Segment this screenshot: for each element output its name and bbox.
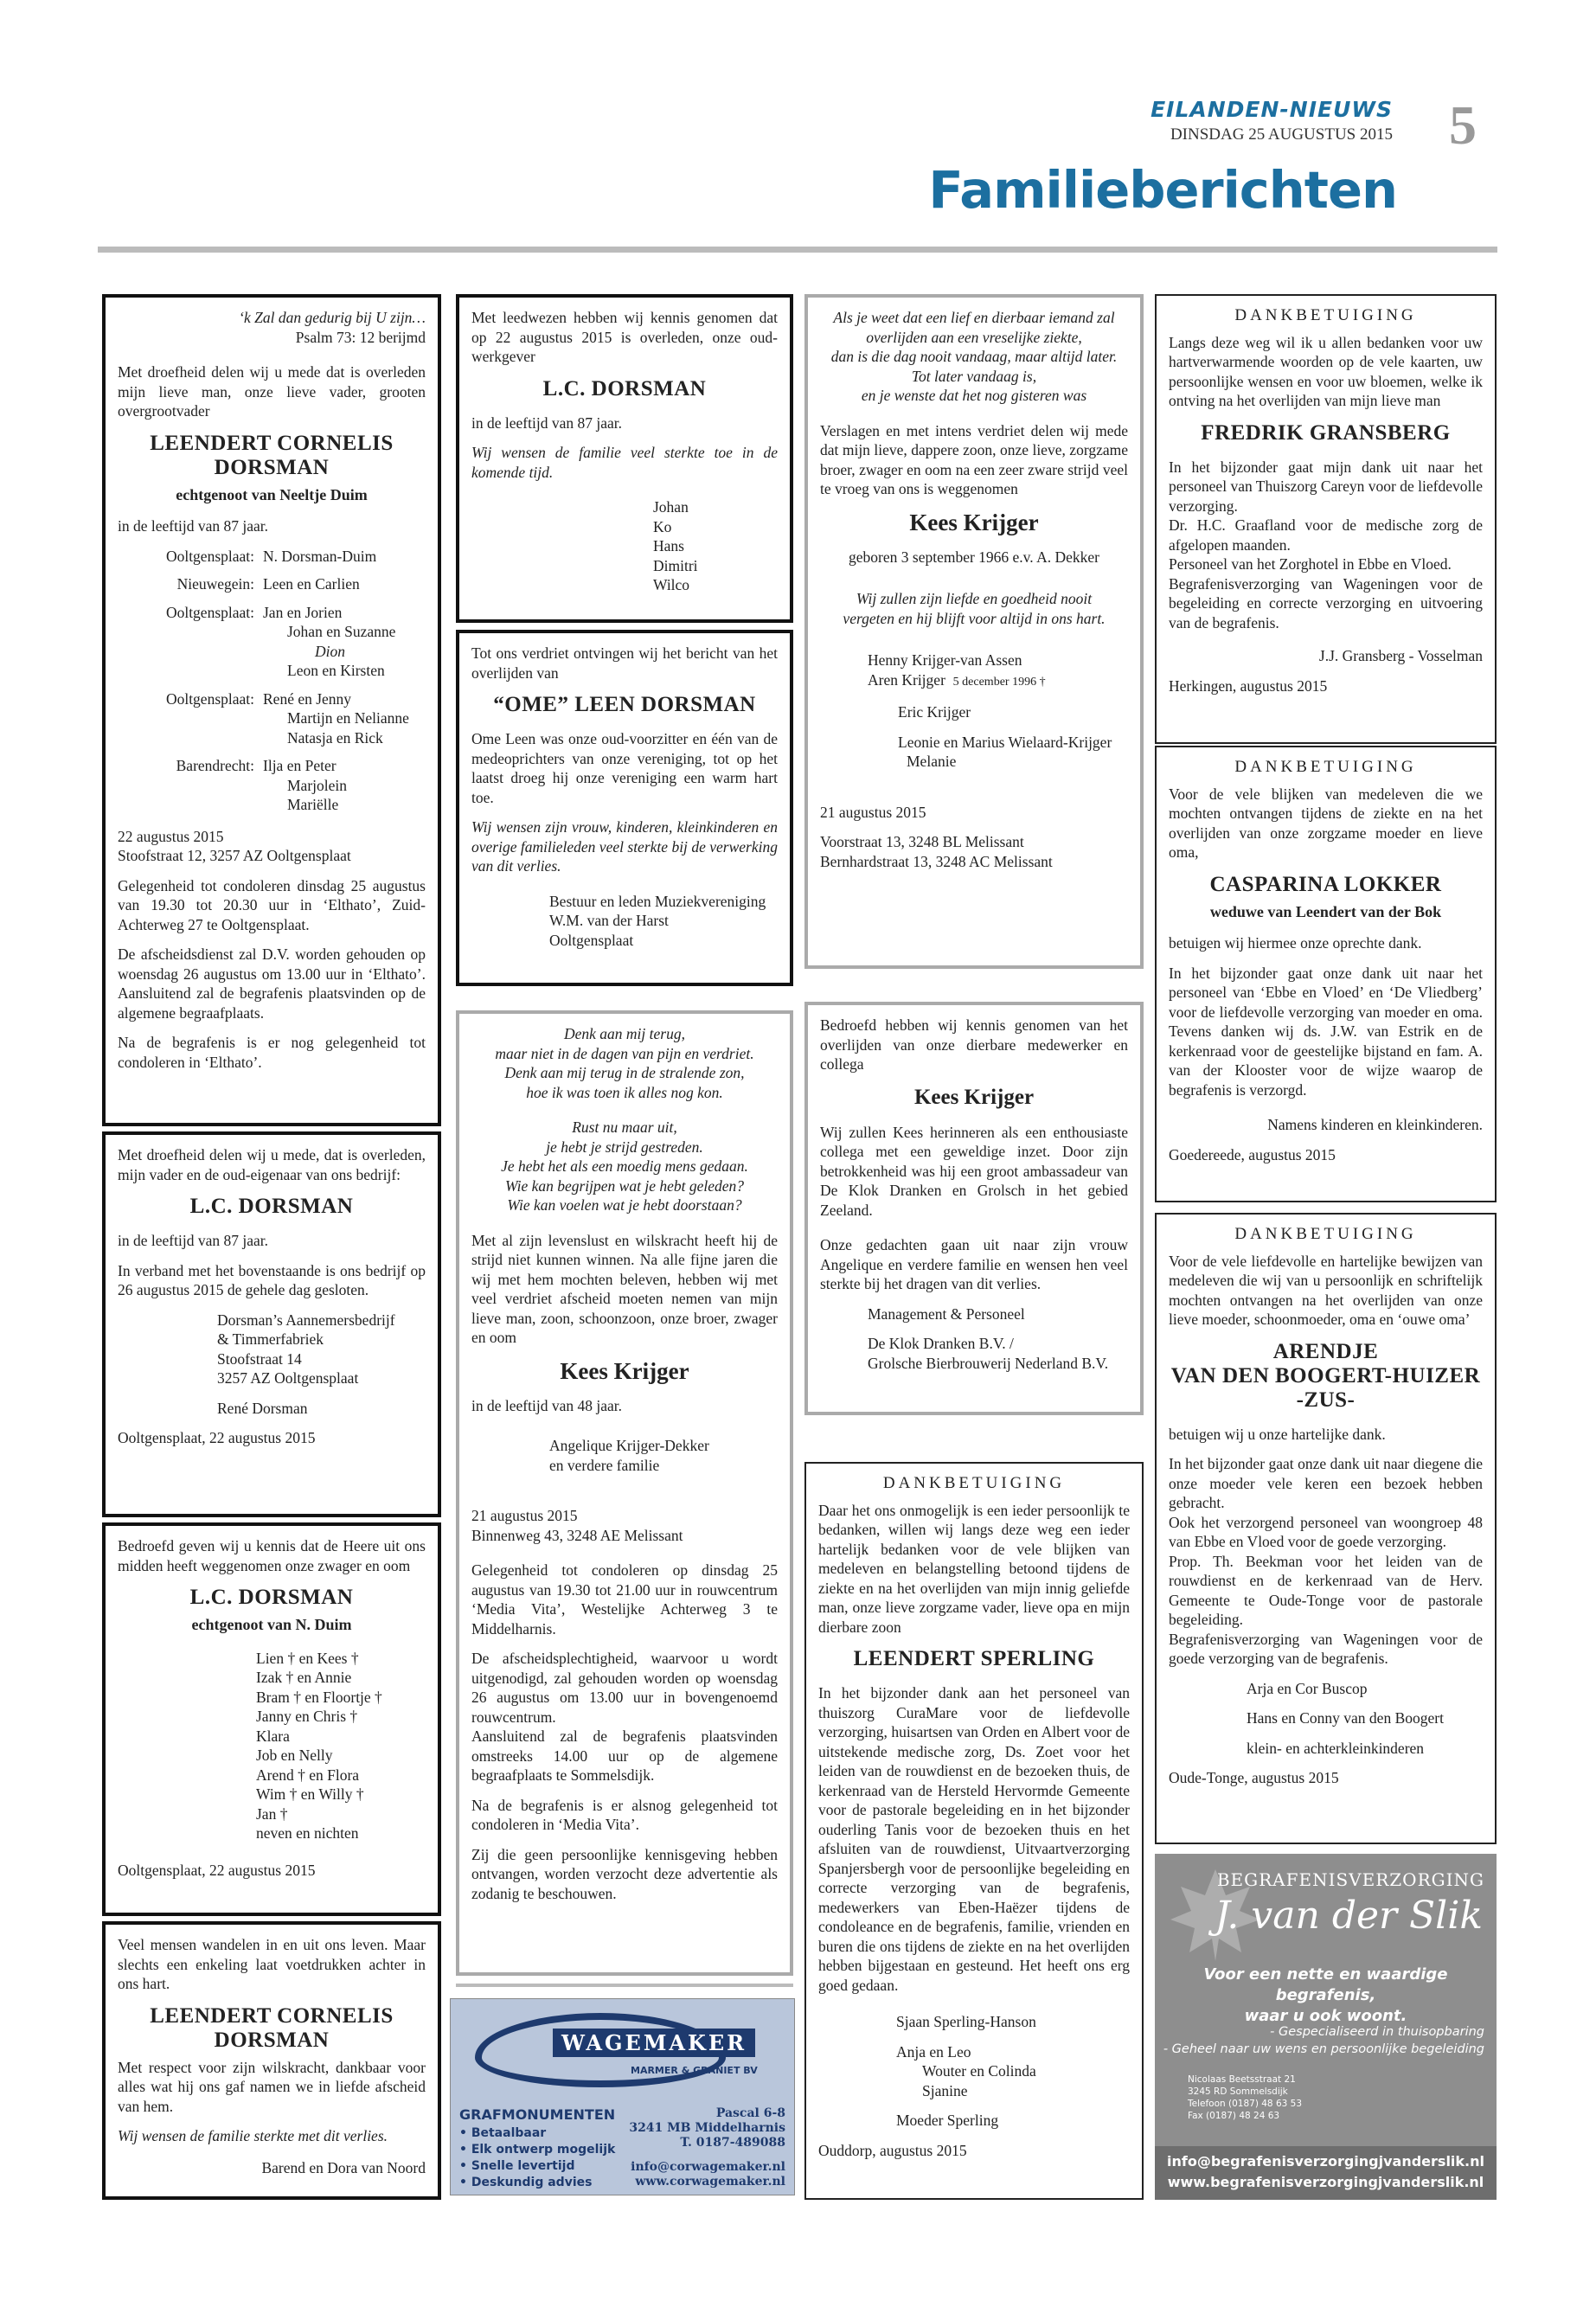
after-info: Na de begrafenis is er nog gelegenheid tot condoleren in ‘Elthato’.: [118, 1034, 426, 1071]
notice-text: Ook het verzorgend personeel van woongroep 48 van Ebbe en Vloed voor de goede verzorging.: [1169, 1513, 1483, 1550]
notice-wish: Wij wensen zijn vrouw, kinderen, kleinkinderen en overige familieleden veel sterkte bij de verwerking van dit verlies.: [471, 818, 778, 875]
family-line: Klara: [256, 1727, 290, 1745]
service-info: De afscheidsplechtigheid, waarvoor u wordt uitgenodigd, zal gehouden worden op woensdag 26 augustus om 13.00 uur in bovengenoemd rouwcentrum.: [471, 1650, 778, 1726]
dankbetuiging-heading: DANKBETUIGING: [882, 1474, 1066, 1492]
poem-line: Denk aan mij terug,: [564, 1025, 685, 1042]
notice-text: Met al zijn levenslust en wilskracht heeft hij de strijd niet kunnen winnen. Na alle fijne jaren die wij met hem mochten beleven, hebben wij met veel verdriet afscheid moeten nemen van mijn lieve man, zoon, schoonzoon, onze broer, zwager en oom: [471, 1231, 778, 1346]
signer: Ooltgensplaat: [549, 931, 634, 949]
notice-date: 21 augustus 2015: [820, 803, 926, 821]
signer: J.J. Gransberg - Vosselman: [1318, 647, 1483, 664]
notice-text: Begrafenisverzorging van Wageningen voor de begeleiding en correcte verzorging en uitvoering van de begrafenis.: [1169, 574, 1483, 631]
notice-text: In het bijzonder gaat mijn dank uit naar het personeel van Thuiszorg Careyn voor de liefdevolle verzorging.: [1169, 458, 1483, 515]
advert-lines: - Gespecialiseerd in thuisopbaring - Geheel naar uw wens en persoonlijke begeleiding: [1163, 2025, 1484, 2056]
notice-text: Verslagen en met intens verdriet delen wij mede dat mijn lieve, dappere zoon, onze lieve, zorgzame broer, zwager en oom na een zeer zware strijd veel te vroeg van ons is weggenomen: [820, 421, 1128, 497]
family-line: Leonie en Marius Wielaard-Krijger: [898, 733, 1112, 751]
poem-line: je hebt je strijd gestreden.: [546, 1138, 703, 1156]
advert-contact[interactable]: [1155, 2146, 1497, 2200]
advert-email[interactable]: info@begrafenisverzorgingjvanderslik.nl: [1166, 2153, 1484, 2170]
notice-dorsman-employees: [456, 294, 793, 623]
signer: Ko: [653, 517, 672, 535]
notice-intro: Langs deze weg wil ik u allen bedanken voor uw hartverwarmende woorden op de vele kaarten, uw persoonlijke wensen en voor uw bloemen, welke ik ontving na het overlijden van mijn lieve man: [1169, 333, 1483, 409]
poem-line: maar niet in de dagen van pijn en verdriet.: [495, 1044, 754, 1062]
notice-text: Begrafenisverzorging van Wageningen voor de goede verzorging van de begrafenis.: [1169, 1630, 1483, 1667]
spouse-line: echtgenoot van N. Duim: [191, 1616, 352, 1633]
notice-address: Voorstraat 13, 3248 BL Melissant: [820, 833, 1024, 850]
place-date: Oude-Tonge, augustus 2015: [1169, 1769, 1339, 1786]
family-line: Wim † en Willy †: [256, 1785, 364, 1803]
spouse-line: weduwe van Leendert van der Bok: [1209, 902, 1442, 920]
signer: Anja en Leo: [896, 2042, 971, 2061]
notice-intro: Veel mensen wandelen in en uit ons leven. Maar slechts een enkeling laat voetdrukken achter in ons hart.: [118, 1936, 426, 1992]
notice-intro: Bedroefd hebben wij kennis genomen van het overlijden van onze dierbare medewerker en collega: [820, 1016, 1128, 1073]
wagemaker-contact[interactable]: [631, 2160, 785, 2189]
poem-line: Rust nu maar uit,: [572, 1118, 677, 1136]
wagemaker-heading: GRAFMONUMENTEN: [459, 2106, 616, 2123]
deceased-name: Kees Krijger: [560, 1357, 689, 1384]
signer: Namens kinderen en kleinkinderen.: [1267, 1116, 1483, 1133]
notice-dorsman-vannoord: [102, 1921, 441, 2200]
deceased-name-line: -ZUS-: [1296, 1388, 1356, 1412]
notice-intro: Daar het ons onmogelijk is een ieder persoonlijk te bedanken, willen wij langs deze weg een ieder hartelijk bedanken voor de vele blijken van medeleven en belangstelling betoond tijdens de ziekte en na het overlijden van mijn innig geliefde man, onze lieve zorgzame vader, lieve opa en mijn dierbare zoon: [818, 1501, 1130, 1636]
wagemaker-tagline: MARMER & GRANIET BV: [631, 2065, 758, 2076]
notice-text: In het bijzonder gaat onze dank uit naar diegene die onze moeder vele keren een bezoek hebben gebracht.: [1169, 1455, 1483, 1511]
advert-kicker: BEGRAFENISVERZORGING: [1216, 1869, 1484, 1890]
deceased-name: L.C. DORSMAN: [189, 1586, 354, 1609]
signer: en verdere familie: [549, 1456, 660, 1474]
notice-text: Wij zullen Kees herinneren als een enthousiaste collega met een geweldige inzet. Door zijn betrokkenheid was hij een groot ambassadeur van De Klok Dranken en Grolsch in het gebied Zeeland.: [820, 1123, 1128, 1219]
dankbetuiging-heading: DANKBETUIGING: [1234, 1225, 1417, 1243]
wagemaker-advert[interactable]: [450, 1998, 795, 2195]
family-line: Bram † en Floortje †: [256, 1688, 382, 1706]
deceased-name: LEENDERT CORNELIS DORSMAN: [150, 2003, 394, 2052]
poem-line: Tot later vandaag is,: [911, 367, 1037, 385]
notice-ome-leen: [456, 630, 793, 986]
signer: De Klok Dranken B.V. /: [868, 1335, 1014, 1352]
wagemaker-web[interactable]: www.corwagemaker.nl: [635, 2175, 785, 2189]
family-row: Ooltgensplaat: Jan en Jorien Johan en Suzanne Dion Leon en Kirsten: [165, 603, 396, 679]
deceased-name: L.C. DORSMAN: [542, 376, 707, 401]
deceased-name: Kees Krijger: [913, 1085, 1035, 1109]
family-line: Arend † en Flora: [256, 1766, 360, 1784]
notice-intro: Voor de vele liefdevolle en hartelijke bewijzen van medeleven die wij van u persoonlijk en schriftelijk mochten ontvangen na het overlijden van onze lieve moeder, schoonmoeder, oma en ‘ouwe oma’: [1169, 1252, 1483, 1328]
masthead: [1133, 97, 1393, 144]
signer: klein- en achterkleinkinderen: [1247, 1739, 1425, 1757]
poem-line: Wie kan voelen wat je hebt doorstaan?: [507, 1196, 742, 1214]
spouse-line: echtgenoot van Neeltje Duim: [176, 485, 368, 503]
signer: Management & Personeel: [868, 1304, 1025, 1323]
notice-dorsman-family: [102, 294, 441, 1126]
company-line: & Timmerfabriek: [217, 1330, 324, 1348]
signer: Bestuur en leden Muziekvereniging: [549, 892, 766, 910]
family-line: Eric Krijger: [898, 703, 971, 721]
advert-brand: J. van der Slik: [1215, 1894, 1483, 1938]
place-date: Ouddorp, augustus 2015: [818, 2141, 967, 2159]
family-line: Aren Krijger 5 december 1996 †: [868, 670, 1046, 689]
notice-text: betuigen wij u onze hartelijke dank.: [1169, 1425, 1386, 1443]
section-title: Familieberichten: [928, 160, 1397, 220]
notice-text: Personeel van het Zorghotel in Ebbe en Vloed.: [1169, 555, 1452, 573]
age-line: in de leeftijd van 87 jaar.: [471, 413, 622, 432]
advert-address: Nicolaas Beetsstraat 21 3245 RD Sommelsdijk Telefoon (0187) 48 63 53 Fax (0187) 48 24 63: [1188, 2074, 1303, 2121]
dankbetuiging-gransberg: [1155, 294, 1497, 744]
family-line: Melanie: [907, 753, 957, 770]
notice-kees-mother: [804, 294, 1144, 969]
newspaper-logo: EILANDEN-NIEUWS: [1151, 97, 1393, 122]
notice-date: 21 augustus 2015: [471, 1507, 578, 1524]
dankbetuiging-heading: DANKBETUIGING: [1234, 758, 1417, 776]
burial-info: Aansluitend zal de begrafenis plaatsvinden omstreeks 14.00 uur op de algemene begraafplaats te Sommelsdijk.: [471, 1727, 778, 1784]
deceased-name: L.C. DORSMAN: [189, 1195, 354, 1218]
signer: Moeder Sperling: [896, 2112, 999, 2129]
family-note: 5 december 1996 †: [952, 675, 1046, 689]
service-info: De afscheidsdienst zal D.V. worden gehouden op woensdag 26 augustus om 13.00 uur in ‘Elthato’. Aansluitend zal de begrafenis plaatsvinden op de algemene begraafplaats.: [118, 945, 426, 1022]
notice-dorsman-nephews: [102, 1522, 441, 1916]
family-line: Henny Krijger-van Assen: [868, 651, 1022, 669]
poem-line: overlijden aan een vreselijke ziekte,: [866, 328, 1082, 346]
notice-dorsman-company: [102, 1131, 441, 1517]
notice-kees-employer: [804, 1002, 1144, 1415]
notice-text: betuigen wij hiermee onze oprechte dank.: [1169, 934, 1422, 952]
divider: [456, 1984, 793, 1987]
advert-web[interactable]: www.begrafenisverzorgingjvanderslik.nl: [1167, 2174, 1484, 2190]
notice-text: Met respect voor zijn wilskracht, dankbaar voor alles wat hij ons gaf namen we in liefde afscheid van hem.: [118, 2058, 426, 2115]
signer: Wouter en Colinda: [922, 2062, 1036, 2080]
condolence-info: Gelegenheid tot condoleren op dinsdag 25 augustus van 19.30 tot 21.00 uur in rouwcentrum ‘Media Vita’, Westelijke Achterweg 3 te Middelharnis.: [471, 1561, 778, 1638]
poem-line: Wie kan begrijpen wat je hebt geleden?: [504, 1176, 745, 1195]
poem-line: Denk aan mij terug in de stralende zon,: [504, 1064, 745, 1081]
signer: Sjaan Sperling-Hanson: [896, 2013, 1036, 2030]
wagemaker-brand: WAGEMAKER: [553, 2029, 755, 2057]
notice-quote-source: Psalm 73: 12 berijmd: [295, 328, 426, 346]
company-line: Dorsman’s Aannemersbedrijf: [217, 1311, 395, 1329]
quote-line: Wij zullen zijn liefde en goedheid nooit: [856, 590, 1093, 607]
poem-line: Je hebt het als een moedig mens gedaan.: [501, 1157, 748, 1175]
signer: Johan: [653, 498, 689, 516]
notice-note: Zij die geen persoonlijke kennisgeving hebben ontvangen, worden verzocht deze advertentie als zodanig te beschouwen.: [471, 1845, 778, 1902]
advert-slogan: Voor een nette en waardige begrafenis, waar u ook woont.: [1203, 1965, 1448, 2025]
family-line: Jan †: [256, 1804, 288, 1823]
signer: Sjanine: [922, 2081, 968, 2099]
company-line: 3257 AZ Ooltgensplaat: [217, 1369, 359, 1387]
family-row: Ooltgensplaat: René en Jenny Martijn en Nelianne Natasja en Rick: [165, 689, 409, 747]
signer: Wilco: [653, 576, 690, 593]
notice-wish: Wij wensen de familie veel sterkte toe in de komende tijd.: [471, 444, 778, 481]
deceased-name: LEENDERT CORNELIS DORSMAN: [150, 431, 394, 479]
deceased-name: Kees Krijger: [909, 509, 1039, 535]
notice-kees-family: [456, 1010, 793, 1976]
dankbetuiging-van-den-boogert: [1155, 1213, 1497, 1844]
dankbetuiging-heading: DANKBETUIGING: [1234, 306, 1417, 324]
notice-date: 22 augustus 2015: [118, 827, 224, 845]
poem-line: dan is die dag nooit vandaag, maar altijd later.: [830, 348, 1118, 365]
signer: Dimitri: [653, 556, 698, 574]
family-line: Janny en Chris †: [256, 1708, 358, 1725]
notice-intro: Met droefheid delen wij u mede dat is overleden mijn lieve man, onze lieve vader, grooten overgrootvader: [118, 363, 426, 420]
family-row: Ooltgensplaat: N. Dorsman-Duim: [165, 547, 377, 565]
age-line: in de leeftijd van 48 jaar.: [471, 1396, 622, 1414]
signer: Arja en Cor Buscop: [1247, 1679, 1368, 1697]
van-der-slik-advert[interactable]: [1155, 1854, 1497, 2200]
notice-intro: Bedroefd geven wij u kennis dat de Heere uit ons midden heeft weggenomen onze zwager en oom: [118, 1537, 426, 1574]
signer: W.M. van der Harst: [549, 912, 669, 929]
notice-text: In het bijzonder gaat onze dank uit naar het personeel van ‘Ebbe en Vloed’ en ‘De Vliedberg’ voor de liefdevolle verzorging van moeder en oma. Tevens danken wij ds. J.W. van Estrik en de kerkenraad voor de geestelijke bijstand en fam. A. van der Klooster voor de wijze waarop de begrafenis is verzorgd.: [1169, 964, 1483, 1099]
signer: René Dorsman: [217, 1399, 308, 1417]
wagemaker-bullets: • Betaalbaar • Elk ontwerp mogelijk • Snelle levertijd • Deskundig advies: [459, 2126, 616, 2189]
notice-text: In het bijzonder dank aan het personeel van thuiszorg CuraMare voor de liefdevolle verzorging, huisartsen van Orden en Albert voor de uitstekende medische zorg, Ds. Zoet voor het leiden van de rouwdienst en de bezoeken thuis, de kerkenraad van de Hersteld Hervormde Gemeente voor de pastorale begeleiding en in het bijzonder ouderling Tanis voor de bezoeken thuis en het afsluiten van de rouwdienst, Uitvaartverzorging Spanjersbergh voor de persoonlijke begeleiding en correcte verzorging van de begrafenis, medewerkers van Eben-Haëzer tijdens de condoleance en de begrafenis, familie, vrienden en buren die ons tijdens de ziekte en na het overlijden hebben bijgestaan en gesteund. Het heeft ons erg goed gedaan.: [818, 1684, 1130, 1994]
deceased-name-line: VAN DEN BOOGERT-HUIZER: [1170, 1363, 1481, 1388]
company-line: Stoofstraat 14: [217, 1349, 302, 1368]
poem-line: hoe ik was toen ik alles nog kon.: [526, 1083, 723, 1101]
family-row: Barendrecht: Ilja en Peter Marjolein Mariëlle: [176, 757, 348, 813]
notice-intro: Tot ons verdriet ontvingen wij het bericht van het overlijden van: [471, 644, 778, 682]
notice-intro: Voor de vele blijken van medeleven die we mochten ontvangen tijdens de ziekte en na het overlijden van onze zorgzame moeder en lieve oma,: [1169, 785, 1483, 861]
age-line: in de leeftijd van 87 jaar.: [118, 517, 268, 535]
page-number: 5: [1449, 94, 1477, 156]
deceased-name: FREDRIK GRANSBERG: [1201, 420, 1451, 445]
deceased-name: CASPARINA LOKKER: [1209, 872, 1442, 896]
wagemaker-email[interactable]: info@corwagemaker.nl: [631, 2160, 785, 2174]
place-date: Ooltgensplaat, 22 augustus 2015: [118, 1861, 316, 1879]
notice-wish: Wij wensen de familie sterkte met dit verlies.: [118, 2127, 388, 2144]
family-line: neven en nichten: [256, 1824, 359, 1842]
header-rule: [98, 247, 1497, 253]
notice-text: Dr. H.C. Graafland voor de medische zorg de afgelopen maanden.: [1169, 516, 1483, 554]
signer: Hans: [653, 537, 684, 554]
quote-line: vergeten en hij blijft voor altijd in ons hart.: [843, 609, 1106, 627]
issue-date: DINSDAG 25 AUGUSTUS 2015: [1170, 125, 1393, 144]
signer: Angelique Krijger-Dekker: [549, 1437, 709, 1454]
notice-address: Bernhardstraat 13, 3248 AC Melissant: [820, 852, 1053, 870]
family-row: Nieuwegein: Leen en Carlien: [176, 575, 360, 593]
family-line: Lien † en Kees †: [256, 1649, 359, 1667]
notice-text: Prop. Th. Beekman voor het leiden van de rouwdienst en de kerkenraad van de Herv. Gemeente te Oude-Tonge voor de pastorale begeleiding.: [1169, 1552, 1483, 1628]
place-date: Ooltgensplaat, 22 augustus 2015: [118, 1429, 316, 1446]
deceased-name-line: ARENDJE: [1272, 1339, 1379, 1363]
poem-line: en je wenste dat het nog gisteren was: [861, 387, 1087, 404]
after-info: Na de begrafenis is er alsnog gelegenheid tot condoleren in ‘Media Vita’.: [471, 1796, 778, 1833]
signer: Grolsche Bierbrouwerij Nederland B.V.: [868, 1354, 1109, 1372]
birth-line: geboren 3 september 1966 e.v. A. Dekker: [849, 548, 1099, 566]
poem-line: Als je weet dat een lief en dierbaar iemand zal: [833, 309, 1115, 326]
dankbetuiging-lokker: [1155, 746, 1497, 1202]
notice-intro: Met droefheid delen wij u mede, dat is overleden, mijn vader en de oud-eigenaar van ons bedrijf:: [118, 1146, 426, 1183]
condolence-info: Gelegenheid tot condoleren dinsdag 25 augustus van 19.30 tot 20.30 uur in ‘Elthato’, Zuid-Achterweg 27 te Ooltgensplaat.: [118, 876, 426, 933]
deceased-name: LEENDERT SPERLING: [853, 1647, 1095, 1670]
place-date: Goedereede, augustus 2015: [1169, 1145, 1336, 1163]
notice-text: In verband met het bovenstaande is ons bedrijf op 26 augustus 2015 de gehele dag gesloten.: [118, 1261, 426, 1298]
notice-quote: ‘k Zal dan gedurig bij U zijn…: [239, 309, 426, 326]
deceased-name: “OME” LEEN DORSMAN: [493, 693, 756, 716]
signer: Barend en Dora van Noord: [261, 2158, 426, 2176]
wagemaker-address: Pascal 6-8 3241 MB Middelharnis T. 0187-489088: [629, 2106, 785, 2150]
family-line: Job en Nelly: [256, 1747, 333, 1764]
notice-address: Stoofstraat 12, 3257 AZ Ooltgensplaat: [118, 847, 351, 864]
notice-address: Binnenweg 43, 3248 AE Melissant: [471, 1526, 683, 1544]
notice-intro: Met leedwezen hebben wij kennis genomen dat op 22 augustus 2015 is overleden, onze oud-werkgever: [471, 309, 778, 365]
notice-text: Ome Leen was onze oud-voorzitter en één van de medeoprichters van onze vereniging, tot op het laatst droeg hij onze vereniging een warm hart toe.: [471, 730, 778, 806]
age-line: in de leeftijd van 87 jaar.: [118, 1232, 268, 1249]
notice-text: Onze gedachten gaan uit naar zijn vrouw Angelique en verdere familie en wensen hen veel sterkte bij het dragen van dit verlies.: [820, 1236, 1128, 1292]
signer: Hans en Conny van den Boogert: [1247, 1709, 1444, 1727]
family-line: Izak † en Annie: [256, 1669, 352, 1686]
dankbetuiging-sperling: [804, 1462, 1144, 2200]
place-date: Herkingen, augustus 2015: [1169, 676, 1328, 695]
